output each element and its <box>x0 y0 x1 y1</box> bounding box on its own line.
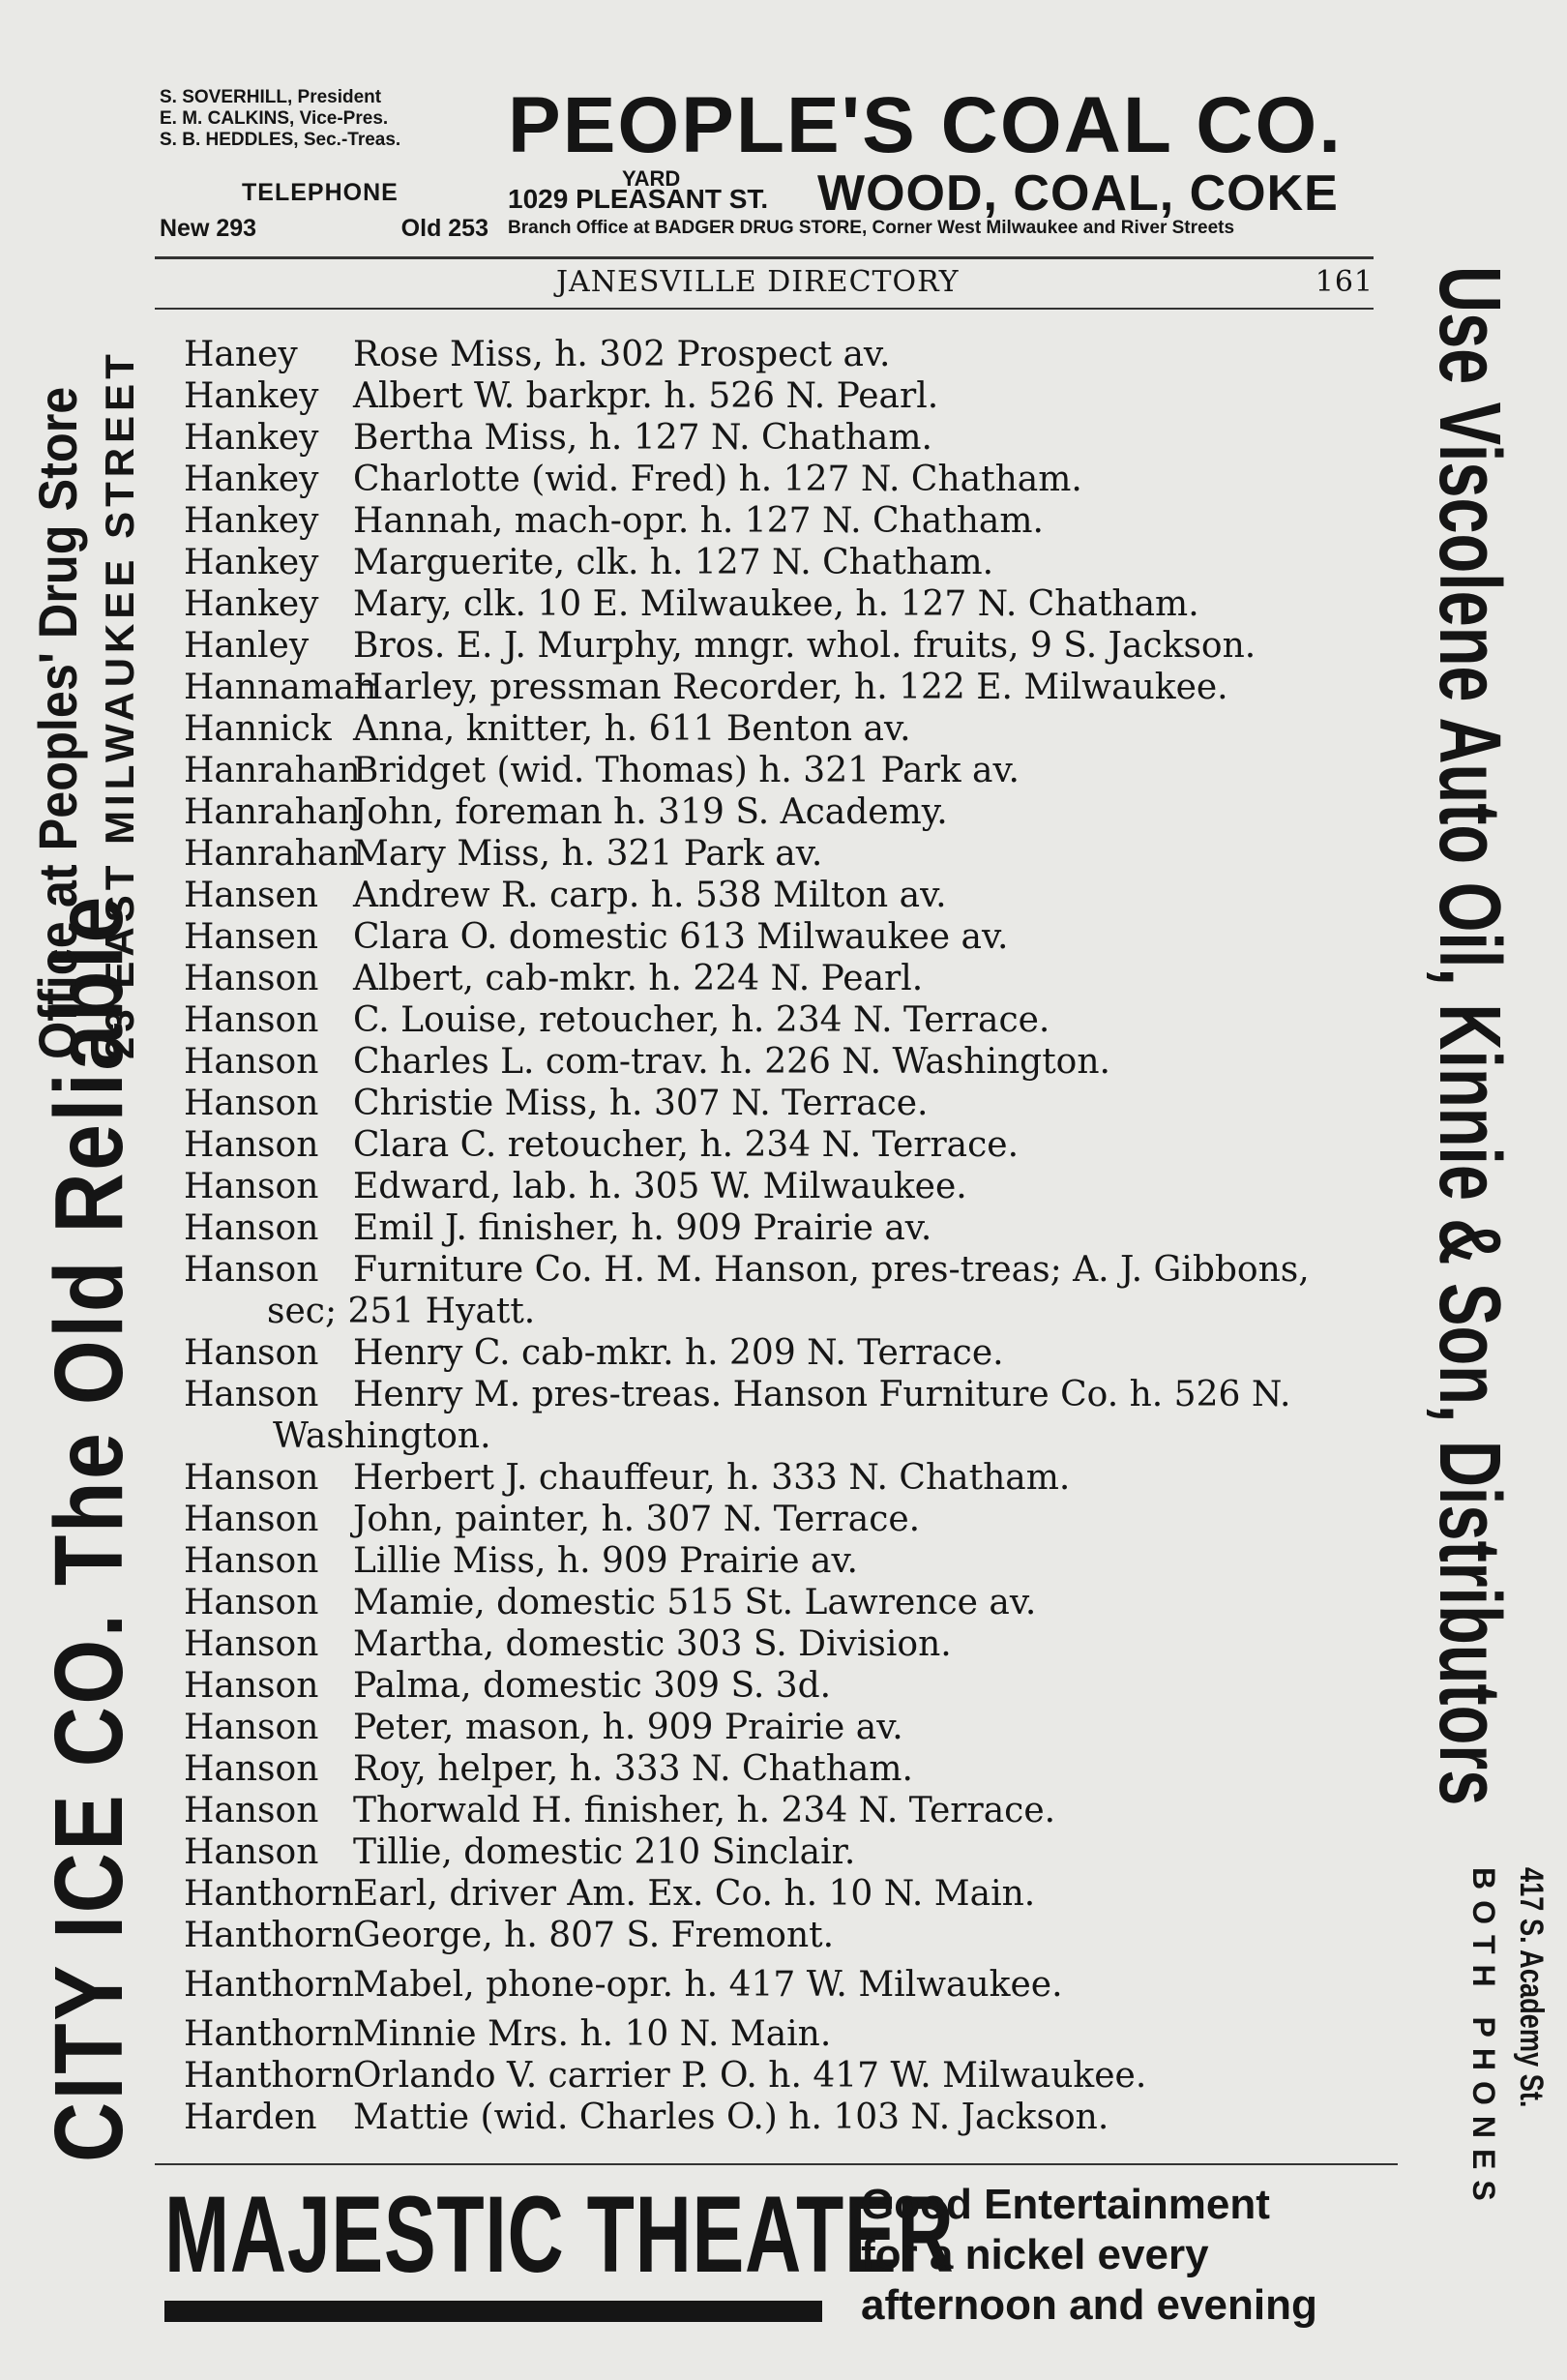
yard-line <box>508 164 1407 223</box>
entry-text: Emil J. finisher, h. 909 Prairie av. <box>353 1208 932 1248</box>
kinnie-phones: BOTH PHONES <box>1466 1867 1501 2212</box>
list-item <box>184 1041 1374 1083</box>
entry-text: Henry M. pres-treas. Hanson Furniture Co. h. 526 N. <box>353 1375 1291 1414</box>
list-item <box>184 1623 1374 1665</box>
entry-text: Charlotte (wid. Fred) h. 127 N. Chatham. <box>353 460 1082 499</box>
entry-text: Harley, pressman Recorder, h. 122 E. Milwaukee. <box>353 668 1228 707</box>
entry-text: John, foreman h. 319 S. Academy. <box>353 792 948 832</box>
list-item <box>184 791 1374 833</box>
surname: Hanson <box>184 1666 319 1706</box>
surname: Hankey <box>184 584 319 624</box>
entry-text: Albert W. barkpr. h. 526 N. Pearl. <box>353 376 939 416</box>
entry-text: Edward, lab. h. 305 W. Milwaukee. <box>353 1167 967 1206</box>
head-rule <box>155 308 1374 310</box>
phone-numbers <box>160 215 488 242</box>
surname: Hanson <box>184 1375 319 1414</box>
viscolene-text: Use Viscolene Auto Oil, Kinnie & Son, Distributors <box>1421 266 1518 1806</box>
entry-text: Anna, knitter, h. 611 Benton av. <box>353 709 911 749</box>
city-ice-office: Office at Peoples' Drug Store <box>27 386 88 1059</box>
surname: Hanthorn <box>184 2014 354 2054</box>
bottom-rule <box>155 2163 1398 2165</box>
phone-new: New 293 <box>160 215 257 242</box>
list-item <box>184 1707 1374 1748</box>
surname: Hankey <box>184 418 319 458</box>
yard-label: YARD <box>622 166 681 191</box>
list-item <box>184 459 1374 500</box>
list-item <box>184 1665 1374 1707</box>
surname: Hanrahan <box>184 834 361 874</box>
list-item <box>184 875 1374 916</box>
page-title: JANESVILLE DIRECTORY <box>556 265 960 299</box>
list-item <box>184 1166 1374 1207</box>
entry-text: Albert, cab-mkr. h. 224 N. Pearl. <box>353 959 924 998</box>
list-item <box>184 708 1374 750</box>
surname: Hanson <box>184 1084 319 1123</box>
surname: Hankey <box>184 501 319 541</box>
surname: Hanthorn <box>184 1965 354 2005</box>
directory-entries <box>184 334 1374 2138</box>
surname: Hanson <box>184 1500 319 1539</box>
company-name: PEOPLE'S COAL CO. <box>508 81 1344 169</box>
entry-text: C. Louise, retoucher, h. 234 N. Terrace. <box>353 1000 1050 1040</box>
list-item <box>184 1831 1374 1873</box>
entry-text: Thorwald H. finisher, h. 234 N. Terrace. <box>353 1791 1056 1830</box>
list-item <box>184 2013 1374 2055</box>
list-item <box>184 1083 1374 1124</box>
list-item <box>184 1124 1374 1166</box>
entry-text: Andrew R. carp. h. 538 Milton av. <box>353 876 947 915</box>
city-ice-street: 23 EAST MILWAUKEE STREET <box>97 349 142 1059</box>
list-item <box>184 583 1374 625</box>
entry-text: Mattie (wid. Charles O.) h. 103 N. Jackson. <box>353 2097 1109 2137</box>
running-head <box>155 265 1374 304</box>
theater-slogan <box>861 2180 1403 2331</box>
surname: Hanson <box>184 1583 319 1622</box>
list-item <box>184 375 1374 417</box>
surname: Hanson <box>184 1000 319 1040</box>
list-item <box>184 1915 1374 1956</box>
entry-continuation: sec; 251 Hyatt. <box>267 1292 536 1331</box>
list-item <box>184 1582 1374 1623</box>
surname: Hanthorn <box>184 1916 354 1955</box>
slogan-line-2: for a nickel every <box>861 2231 1209 2278</box>
list-item <box>184 958 1374 999</box>
surname: Hanthorn <box>184 2056 354 2096</box>
list-item <box>184 1457 1374 1499</box>
entry-text: Herbert J. chauffeur, h. 333 N. Chatham. <box>353 1458 1071 1498</box>
surname: Hanson <box>184 1250 319 1290</box>
entry-text: Roy, helper, h. 333 N. Chatham. <box>353 1749 913 1789</box>
slogan-line-1: Good Entertainment <box>861 2181 1270 2228</box>
list-item <box>184 2097 1374 2138</box>
officer-secretary-treasurer: S. B. HEDDLES, Sec.-Treas. <box>160 130 401 150</box>
city-ice-ad <box>5 237 164 2172</box>
entry-text: Rose Miss, h. 302 Prospect av. <box>353 335 891 374</box>
entry-text: Earl, driver Am. Ex. Co. h. 10 N. Main. <box>353 1874 1036 1914</box>
entry-text: Minnie Mrs. h. 10 N. Main. <box>353 2014 832 2054</box>
entry-text: Orlando V. carrier P. O. h. 417 W. Milwaukee. <box>353 2056 1147 2096</box>
entry-text: George, h. 807 S. Fremont. <box>353 1916 835 1955</box>
list-item <box>184 542 1374 583</box>
list-item <box>184 833 1374 875</box>
entry-text: Peter, mason, h. 909 Prairie av. <box>353 1708 903 1747</box>
surname: Hanson <box>184 959 319 998</box>
officer-president: S. SOVERHILL, President <box>160 87 382 107</box>
entry-continuation: Washington. <box>273 1416 491 1456</box>
entry-text: Christie Miss, h. 307 N. Terrace. <box>353 1084 929 1123</box>
list-item <box>184 750 1374 791</box>
entry-text: Bridget (wid. Thomas) h. 321 Park av. <box>353 751 1020 790</box>
entry-text: Lillie Miss, h. 909 Prairie av. <box>353 1541 858 1581</box>
list-item <box>184 1207 1374 1249</box>
list-item <box>184 1249 1374 1332</box>
list-item <box>184 1374 1374 1457</box>
surname: Hanson <box>184 1791 319 1830</box>
entry-text: Henry C. cab-mkr. h. 209 N. Terrace. <box>353 1333 1004 1373</box>
phone-old: Old 253 <box>400 215 488 242</box>
surname: Hanrahan <box>184 792 361 832</box>
surname: Hansen <box>184 876 319 915</box>
list-item <box>184 1540 1374 1582</box>
peoples-coal-ad <box>155 82 1403 252</box>
surname: Hanson <box>184 1832 319 1872</box>
entry-text: Mary, clk. 10 E. Milwaukee, h. 127 N. Chatham. <box>353 584 1199 624</box>
entry-text: Bertha Miss, h. 127 N. Chatham. <box>353 418 932 458</box>
surname: Hanson <box>184 1458 319 1498</box>
list-item <box>184 1499 1374 1540</box>
branch-office: Branch Office at BADGER DRUG STORE, Corner West Milwaukee and River Streets <box>508 218 1235 238</box>
entry-text: Mamie, domestic 515 St. Lawrence av. <box>353 1583 1037 1622</box>
entry-text: Furniture Co. H. M. Hanson, pres-treas; A. J. Gibbons, <box>353 1250 1310 1290</box>
yard-address: 1029 PLEASANT ST. <box>508 184 769 214</box>
entry-text: Mabel, phone-opr. h. 417 W. Milwaukee. <box>353 1965 1063 2005</box>
entry-text: Charles L. com-trav. h. 226 N. Washington. <box>353 1042 1110 1082</box>
surname: Hankey <box>184 543 319 582</box>
surname: Hannaman <box>184 668 377 707</box>
entry-text: Clara O. domestic 613 Milwaukee av. <box>353 917 1009 957</box>
top-rule <box>155 256 1374 259</box>
surname: Haney <box>184 335 298 374</box>
surname: Hanson <box>184 1708 319 1747</box>
majestic-theater-ad <box>160 2172 1407 2346</box>
surname: Hanson <box>184 1541 319 1581</box>
city-ice-name: CITY ICE CO. The Old Reliable <box>35 894 143 2162</box>
surname: Hanley <box>184 626 310 666</box>
surname: Hanson <box>184 1208 319 1248</box>
telephone-label: TELEPHONE <box>242 179 399 206</box>
theater-underline <box>164 2301 822 2322</box>
surname: Hanthorn <box>184 1874 354 1914</box>
entry-text: John, painter, h. 307 N. Terrace. <box>353 1500 921 1539</box>
entry-text: Martha, domestic 303 S. Division. <box>353 1624 952 1664</box>
entry-text: Hannah, mach-opr. h. 127 N. Chatham. <box>353 501 1044 541</box>
slogan-line-3: afternoon and evening <box>861 2281 1317 2329</box>
viscolene-ad <box>1403 266 1567 2212</box>
list-item <box>184 916 1374 958</box>
list-item <box>184 2055 1374 2097</box>
list-item <box>184 1332 1374 1374</box>
surname: Hannick <box>184 709 332 749</box>
surname: Hanson <box>184 1042 319 1082</box>
surname: Hanson <box>184 1749 319 1789</box>
surname: Hanson <box>184 1624 319 1664</box>
list-item <box>184 1873 1374 1915</box>
surname: Hansen <box>184 917 319 957</box>
list-item <box>184 1790 1374 1831</box>
entry-text: Marguerite, clk. h. 127 N. Chatham. <box>353 543 994 582</box>
surname: Harden <box>184 2097 317 2137</box>
list-item <box>184 625 1374 667</box>
products: WOOD, COAL, COKE <box>817 165 1339 222</box>
entry-text: Bros. E. J. Murphy, mngr. whol. fruits, 9 S. Jackson. <box>353 626 1257 666</box>
entry-text: Palma, domestic 309 S. 3d. <box>353 1666 832 1706</box>
list-item <box>184 500 1374 542</box>
entry-text: Mary Miss, h. 321 Park av. <box>353 834 823 874</box>
list-item <box>184 1748 1374 1790</box>
entry-text: Clara C. retoucher, h. 234 N. Terrace. <box>353 1125 1020 1165</box>
list-item <box>184 334 1374 375</box>
surname: Hankey <box>184 460 319 499</box>
surname: Hanson <box>184 1167 319 1206</box>
list-item <box>184 1964 1374 2006</box>
officers-block <box>160 87 488 242</box>
kinnie-address: 417 S. Academy St. <box>1513 1867 1550 2108</box>
page-number: 161 <box>1315 265 1374 299</box>
list-item <box>184 417 1374 459</box>
surname: Hanson <box>184 1125 319 1165</box>
surname: Hanrahan <box>184 751 361 790</box>
list-item <box>184 667 1374 708</box>
surname: Hankey <box>184 376 319 416</box>
entry-text: Tillie, domestic 210 Sinclair. <box>353 1832 856 1872</box>
surname: Hanson <box>184 1333 319 1373</box>
officer-vice-president: E. M. CALKINS, Vice-Pres. <box>160 108 389 129</box>
theater-name: MAJESTIC THEATER <box>164 2174 955 2295</box>
list-item <box>184 999 1374 1041</box>
